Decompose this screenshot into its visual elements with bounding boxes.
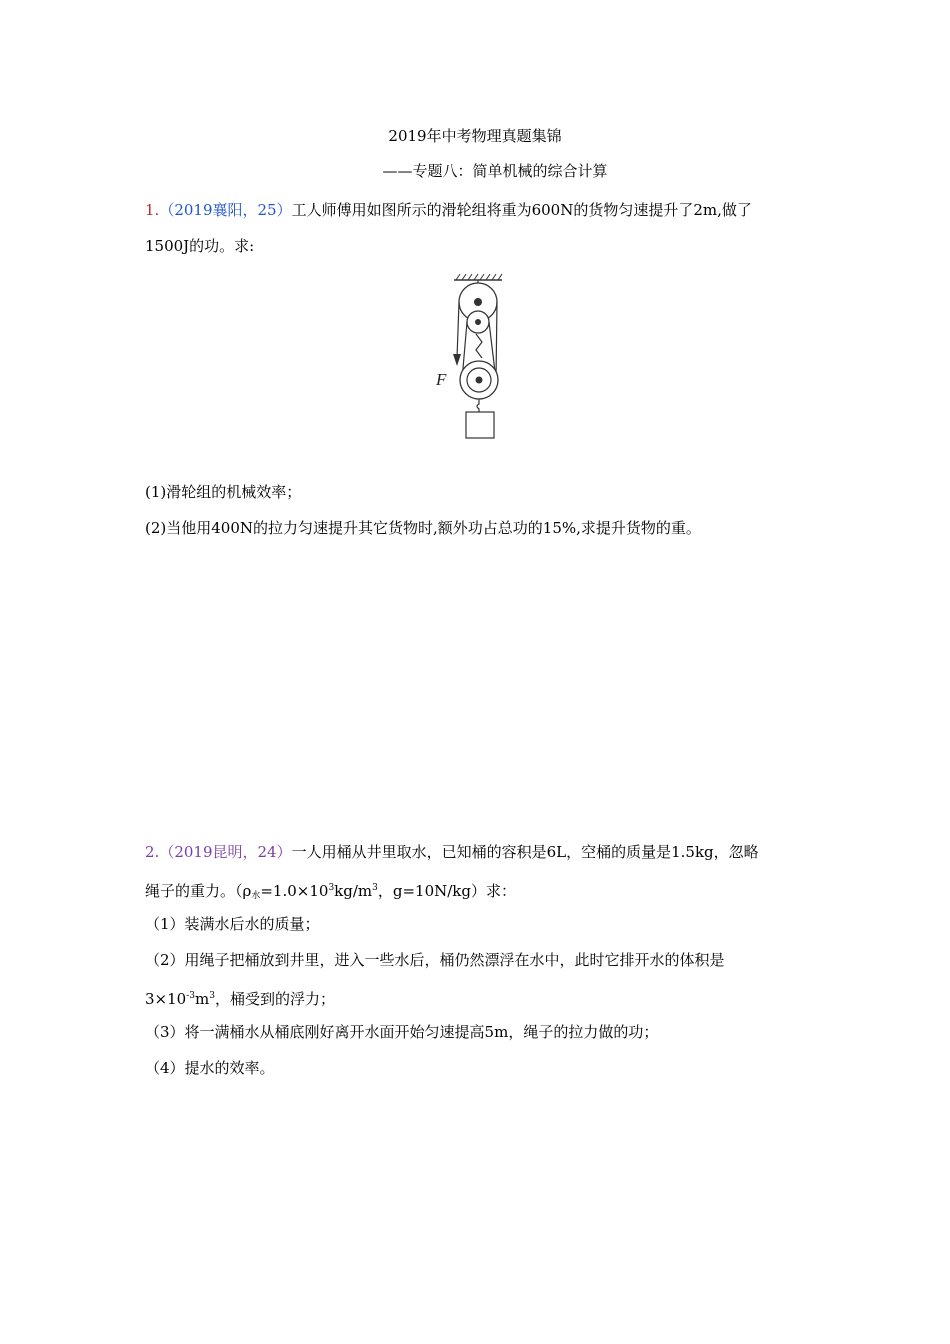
q2-stem-part-b: =1.0×10 [260,882,329,900]
q2-part2-c: ，桶受到的浮力； [214,990,335,1008]
q2-density-subscript: 水 [251,891,261,901]
q2-part2-line1: （2）用绳子把桶放到井里，进入一些水后，桶仍然漂浮在水中，此时它排开水的体积是 [145,951,725,969]
q2-part2-b: m [194,990,210,1008]
page-title: 2019年中考物理真题集锦 [388,127,562,145]
q1-stem-line1 [145,200,752,220]
force-label: F [436,370,447,389]
q1-number: 1. [145,201,160,219]
q2-number: 2. [145,843,160,861]
q1-source: （2019襄阳，25） [159,201,292,219]
q1-stem-text: 工人师傅用如图所示的滑轮组将重为600N的货物匀速提升了2m,做了 [291,201,752,219]
q2-source: （2019昆明，24） [159,843,292,861]
q2-part2-unit-exponent: 3 [209,991,215,1001]
pulley-diagram [430,272,520,444]
page-subtitle: ——专题八：简单机械的综合计算 [382,162,608,180]
q2-stem-part-a: 绳子的重力。（ρ [145,882,252,900]
q1-part2: (2)当他用400N的拉力匀速提升其它货物时,额外功占总功的15%,求提升货物的重。 [145,519,701,537]
q2-part1: （1）装满水后水的质量； [145,915,320,933]
q2-part3: （3）将一满桶水从桶底刚好离开水面开始匀速提高5m，绳子的拉力做的功； [145,1023,659,1041]
q2-part4: （4）提水的效率。 [145,1059,275,1077]
q2-stem-part-c: kg/m [334,882,373,900]
q2-exponent: 3 [328,883,335,893]
q2-part2-line2 [145,986,335,1009]
q2-stem-line1 [145,842,759,862]
q2-stem-part-d: ，g=10N/kg）求： [377,882,517,900]
q1-part1: (1)滑轮组的机械效率； [145,483,302,501]
q2-stem-line2 [145,878,516,906]
q2-part2-exponent: -3 [186,991,195,1001]
q1-stem-line2: 1500J的功。求: [145,237,255,255]
q2-part2-a: 3×10 [145,990,187,1008]
q2-unit-exponent: 3 [372,883,378,893]
q2-stem-text: 一人用桶从井里取水，已知桶的容积是6L，空桶的质量是1.5kg，忽略 [291,843,759,861]
